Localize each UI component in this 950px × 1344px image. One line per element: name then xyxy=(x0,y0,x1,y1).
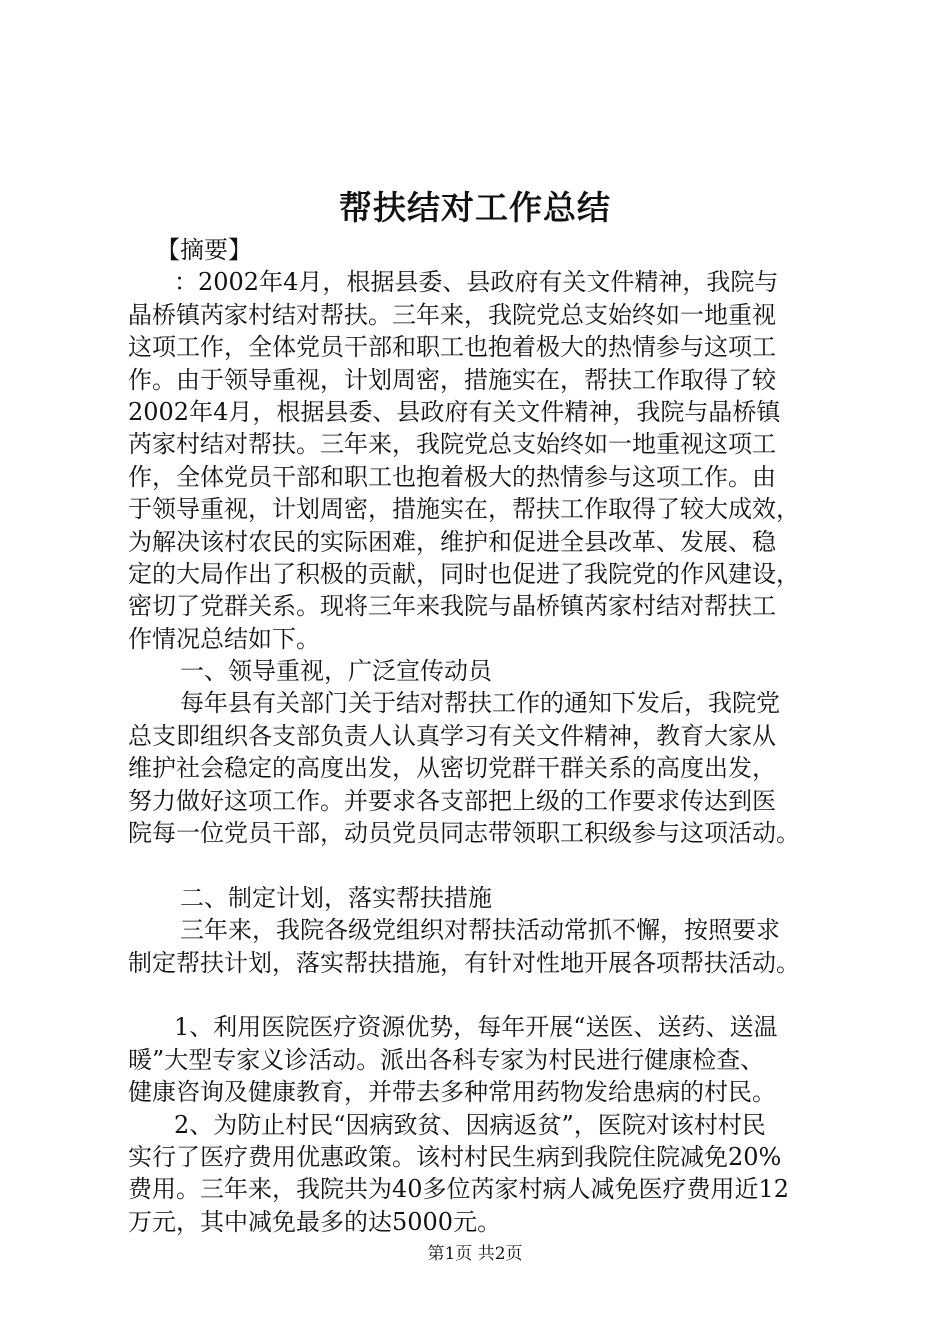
body-line: 三年来，我院各级党组织对帮扶活动常抓不懈，按照要求 xyxy=(180,916,780,945)
body-line: 芮家村结对帮扶。三年来，我院党总支始终如一地重视这项工 xyxy=(128,430,776,459)
body-line: 制定帮扶计划，落实帮扶措施，有针对性地开展各项帮扶活动。 xyxy=(128,948,800,977)
body-line: 作，全体党员干部和职工也抱着极大的热情参与这项工作。由 xyxy=(128,462,776,491)
document-title: 帮扶结对工作总结 xyxy=(339,188,611,227)
body-line: 密切了党群关系。现将三年来我院与晶桥镇芮家村结对帮扶工 xyxy=(128,592,776,621)
body-line: 费用。三年来，我院共为40多位芮家村病人减免医疗费用近12 xyxy=(128,1175,790,1204)
body-line: 实行了医疗费用优惠政策。该村村民生病到我院住院减免20% xyxy=(128,1142,782,1171)
body-line: 定的大局作出了积极的贡献，同时也促进了我院党的作风建设， xyxy=(128,559,800,588)
body-line: 维护社会稳定的高度出发，从密切党群干群关系的高度出发， xyxy=(128,754,776,783)
section-heading-1: 一、领导重视，广泛宣传动员 xyxy=(180,657,492,686)
body-line: 总支即组织各支部负责人认真学习有关文件精神，教育大家从 xyxy=(128,721,776,750)
body-line: 这项工作，全体党员干部和职工也抱着极大的热情参与这项工 xyxy=(128,333,776,362)
document-body xyxy=(128,234,853,1238)
list-item-2: 2、为防止村民“因病致贫、因病返贫”，医院对该村村民 xyxy=(174,1110,766,1139)
body-line: 院每一位党员干部，动员党员同志带领职工积级参与这项活动。 xyxy=(128,819,800,848)
section-heading-2: 二、制定计划，落实帮扶措施 xyxy=(180,883,492,912)
body-line: 作。由于领导重视，计划周密，措施实在，帮扶工作取得了较 xyxy=(128,365,776,394)
body-line: 2002年4月，根据县委、县政府有关文件精神，我院与晶桥镇 xyxy=(128,397,781,426)
paragraph-gap xyxy=(128,849,853,881)
body-line: 暖”大型专家义诊活动。派出各科专家为村民进行健康检查、 xyxy=(128,1045,765,1074)
body-line: 于领导重视，计划周密，措施实在，帮扶工作取得了较大成效， xyxy=(128,495,800,524)
body-line: ：2002年4月，根据县委、县政府有关文件精神，我院与 xyxy=(174,268,779,297)
body-line: 为解决该村农民的实际困难，维护和促进全县改革、发展、稳 xyxy=(128,527,776,556)
body-line: 每年县有关部门关于结对帮扶工作的通知下发后，我院党 xyxy=(180,689,780,718)
abstract-label: 【摘要】 xyxy=(156,236,252,264)
body-line: 努力做好这项工作。并要求各支部把上级的工作要求传达到医 xyxy=(128,786,776,815)
list-item-1: 1、利用医院医疗资源优势，每年开展“送医、送药、送温 xyxy=(174,1013,778,1042)
paragraph-gap xyxy=(128,979,853,1011)
body-line: 作情况总结如下。 xyxy=(128,624,320,653)
body-line: 健康咨询及健康教育，并带去多种常用药物发给患病的村民。 xyxy=(128,1078,776,1107)
page-footer: 第1页 共2页 xyxy=(427,1244,523,1264)
body-line: 万元，其中减免最多的达5000元。 xyxy=(128,1207,502,1236)
body-line: 晶桥镇芮家村结对帮扶。三年来，我院党总支始终如一地重视 xyxy=(128,300,776,329)
